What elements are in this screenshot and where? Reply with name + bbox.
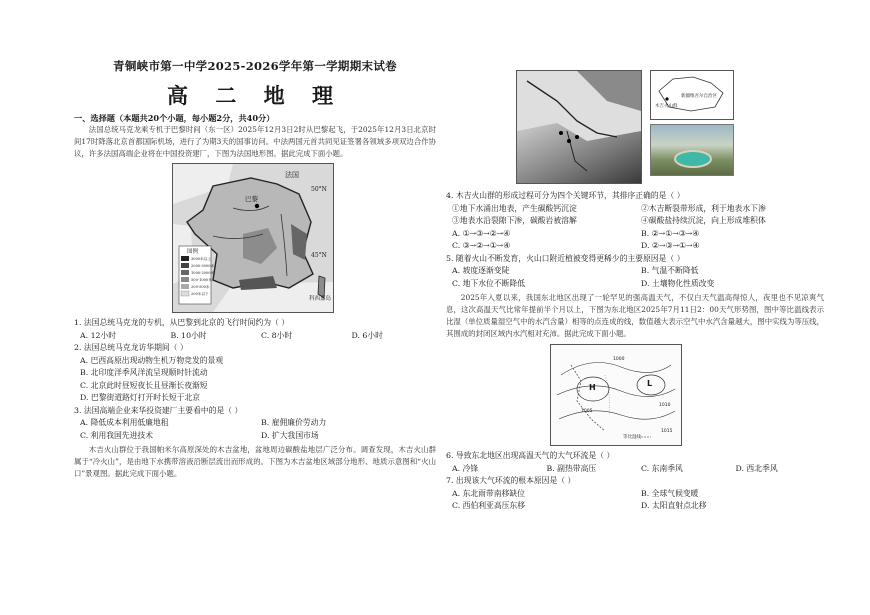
answer-option[interactable]: C. 8小时 (261, 330, 293, 340)
answer-option[interactable]: C. 东南季风 (641, 463, 683, 473)
answer-option[interactable]: C. 地下水位不断降低 (452, 278, 526, 288)
answer-option[interactable]: ①地下水涌出地表，产生碳酸钙沉淀 (452, 203, 577, 213)
answer-options (74, 417, 436, 442)
answer-option[interactable]: A. 巴西高原出现动物生机万物竞发的景观 (80, 355, 224, 365)
isobar-label-1005: 1005 (581, 409, 593, 414)
inset-label-xinjiang: 新疆维吾尔自治区 (681, 94, 717, 99)
isobar-label-1010: 1010 (659, 403, 671, 408)
legend-entry: 2000-3000米 (191, 264, 215, 268)
france-terrain-map (172, 163, 334, 313)
answer-option[interactable]: D. 扩大我国市场 (261, 430, 319, 440)
right-column (446, 70, 824, 513)
intro-paragraph-france: 法国总统马克龙乘专机于巴黎时间（东一区）2025年12月3日2时从巴黎起飞，于2025年12月3日北京时间17时降落北京首都国际机场，进行了为期3天的国事访问。中法两国元首共同见证签署各领域多项双边合作协议，许多法国高端企业将在中国投资建厂，下图为法国地形图。据此完成下面小题。 (74, 125, 436, 158)
answer-options (446, 488, 824, 513)
section-heading: 一、选择题（本题共20个小题，每小题2分，共40分） (74, 113, 275, 123)
crater-graphic (651, 125, 733, 175)
left-column (74, 56, 436, 480)
legend-entry: 500-1000米 (191, 278, 212, 282)
answer-option[interactable]: A. 降低成本利用低廉地租 (80, 418, 169, 427)
answer-option[interactable]: B. 10小时 (170, 330, 207, 340)
xinjiang-inset-map (650, 70, 734, 120)
answer-options (446, 203, 824, 253)
answer-option[interactable]: B. 副热带高压 (546, 463, 597, 473)
answer-option[interactable]: A. 坡度逐渐变陡 (452, 266, 510, 275)
answer-option[interactable]: A. 东北雨带南移缺位 (452, 488, 525, 498)
answer-option[interactable]: ②木吉断裂带形成，利于地表水下渗 (641, 203, 766, 213)
map-label-lat-north: 50°N (311, 186, 327, 193)
map-label-corsica: 科西嘉岛 (309, 296, 332, 302)
question-stem: 6. 导致东北地区出现高温天气的大气环流是（ ） (446, 451, 615, 460)
answer-option[interactable]: B. 气温不断降低 (641, 266, 699, 275)
answer-option[interactable]: C. 北京此时昼短夜长且昼渐长夜渐短 (80, 380, 208, 390)
isobar-label-1000: 1000 (613, 357, 625, 362)
answer-option[interactable]: D. 6小时 (351, 330, 383, 340)
question-stem: 5. 随着火山不断发育，火山口附近植被变得更稀少的主要原因是（ ） (446, 253, 685, 263)
answer-options (446, 265, 824, 290)
answer-option[interactable]: ④碳酸盐持续沉淀，向上形成堆积体 (641, 216, 766, 225)
answer-option[interactable]: C. 西伯利亚高压东移 (452, 501, 526, 510)
isobar-label-1015: 1015 (661, 429, 673, 434)
question-list-right-a (446, 190, 824, 290)
answer-option[interactable]: B. 全球气候变暖 (641, 488, 699, 498)
legend-entries (191, 256, 214, 298)
answer-option[interactable]: D. 土壤物化性质改变 (641, 278, 715, 288)
map-label-paris: 巴黎 (245, 195, 258, 203)
answer-option[interactable]: D. 西北季风 (735, 463, 778, 473)
answer-option[interactable]: A. ①→③→②→④ (452, 228, 511, 238)
answer-option[interactable]: B. 雇佣廉价劳动力 (261, 418, 327, 427)
answer-option[interactable]: D. ②→③→①→④ (641, 241, 700, 250)
answer-option[interactable]: ③地表水沿裂隙下渗，碳酸岩被溶解 (452, 216, 577, 225)
question-stem: 1. 法国总统马克龙的专机，从巴黎到北京的飞行时间约为（ ） (74, 318, 290, 327)
subject-title: 高 二 地 理 (167, 83, 343, 108)
answer-option[interactable]: D. 巴黎街道路灯打开时长短于北京 (80, 393, 201, 402)
legend-entry: 200-500米 (191, 285, 210, 289)
weather-situation-map (550, 344, 682, 446)
legend-entry: 200米以下 (191, 292, 209, 296)
question-list-left (74, 317, 436, 442)
answer-option[interactable]: C. 利用我国先进技术 (80, 430, 154, 440)
intro-paragraph-heatwave: 2025年入夏以来，我国东北地区出现了一轮罕见的强高温天气，不仅白天气温高得惊人，夜里也不见凉爽气息，这次高温天气比常年提前半个月以上，下图为东北地区2025年7月11日2：00天气形势图，图中等比温线表示比湿（单位质量湿空气中的水汽含量）相等的点连成的线，数值越大表示空气中水汽含量越大，图中实线为等压线，其围成的封闭区域内水汽相对充沛。据此完成下面小题。 (446, 293, 824, 338)
legend-entry: 3000米以上 (191, 257, 211, 261)
question-list-right-b (446, 450, 824, 513)
muji-figure-group (446, 70, 824, 188)
pressure-low-label: L (647, 379, 653, 388)
specific-humidity-legend: 等比湿线 (623, 435, 641, 440)
legend-entry: 1000-2000米 (191, 271, 215, 275)
answer-options (74, 355, 436, 405)
question-stem: 2. 法国总统马克龙访华期间（ ） (74, 343, 188, 352)
answer-option[interactable]: B. 北印度洋季风洋流呈现顺时针流动 (80, 368, 208, 377)
pressure-high-label: H (589, 383, 596, 392)
map-label-country: 法国 (285, 171, 299, 179)
answer-option[interactable]: B. ②→①→③→④ (641, 228, 700, 238)
muji-terrain-graphic (517, 71, 641, 183)
legend-title: 图例 (187, 249, 199, 255)
map-label-lat-south: 45°N (311, 252, 327, 259)
answer-options (74, 330, 436, 343)
answer-option[interactable]: D. 太阳直射点北移 (641, 501, 707, 510)
muji-terrain-map (516, 70, 642, 184)
volcano-crater-photo (650, 124, 734, 176)
question-stem: 3. 法国高端企业来华投资建厂主要看中的是（ ） (74, 405, 243, 415)
answer-option[interactable]: A. 12小时 (80, 330, 117, 340)
answer-option[interactable]: A. 冷锋 (452, 463, 479, 473)
question-stem: 4. 木吉火山群的形成过程可分为四个关键环节，其排序正确的是（ ） (446, 191, 685, 200)
answer-options (446, 463, 824, 476)
intro-paragraph-muji: 木吉火山群位于我国帕米尔高原深处的木吉盆地，盆地周边碳酸盐地层广泛分布。调查发现，木吉火山群属于“冷火山”，是由地下水携带溶液沿断层流出而形成的。下图为木吉盆地区域部分地形、地质示意图和“火山口”景观图。据此完成下面小题。 (74, 445, 436, 478)
answer-option[interactable]: C. ③→②→①→④ (452, 241, 511, 250)
inset-label-muji: 木吉火山群 (655, 104, 678, 109)
question-stem: 7. 出现该大气环流的根本原因是（ ） (446, 476, 576, 485)
exam-title: 青铜峡市第一中学2025-2026学年第一学期期末试卷 (113, 59, 397, 73)
